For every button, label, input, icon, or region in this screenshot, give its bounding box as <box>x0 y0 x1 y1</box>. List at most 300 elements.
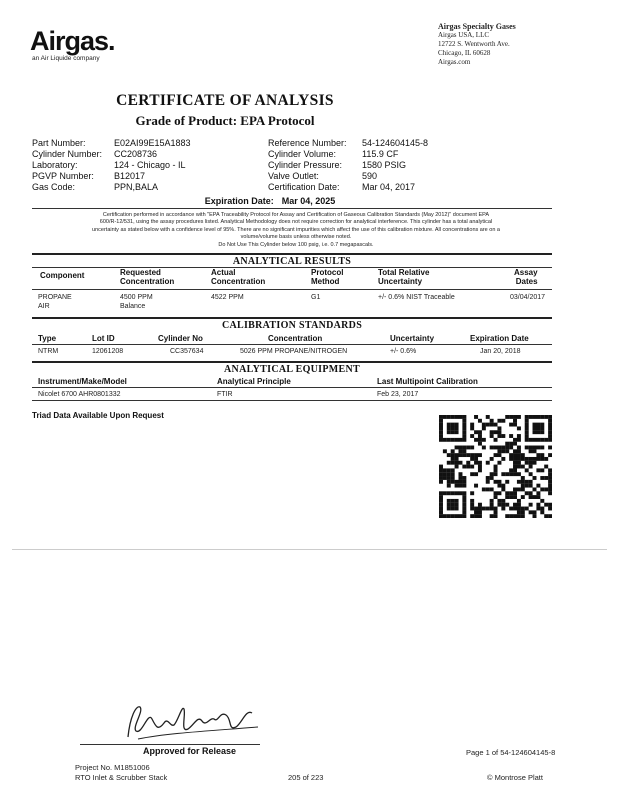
qr-module <box>455 446 459 450</box>
qr-module <box>540 457 544 461</box>
qr-module <box>509 507 513 511</box>
qr-module <box>462 415 466 419</box>
qr-module <box>451 430 455 434</box>
qr-module <box>501 507 505 511</box>
qr-module <box>517 438 521 442</box>
qr-module <box>497 426 501 430</box>
qr-module <box>525 484 529 488</box>
info-label: Cylinder Volume: <box>268 149 337 159</box>
qr-module <box>536 507 540 511</box>
qr-module <box>529 457 533 461</box>
qr-module <box>474 438 478 442</box>
qr-module <box>521 457 525 461</box>
qr-module <box>548 430 552 434</box>
qr-module <box>540 453 544 457</box>
qr-module <box>470 446 474 450</box>
qr-module <box>439 415 443 419</box>
qr-module <box>505 514 509 518</box>
qr-module <box>462 484 466 488</box>
col-expiration-date: Expiration Date <box>470 334 529 343</box>
qr-module <box>466 461 470 465</box>
info-value: 115.9 CF <box>362 149 399 159</box>
qr-module <box>497 499 501 503</box>
qr-module <box>525 507 529 511</box>
col-lot-id: Lot ID <box>92 334 115 343</box>
qr-module <box>458 484 462 488</box>
qr-module <box>462 476 466 480</box>
divider <box>12 549 607 550</box>
qr-module <box>517 472 521 476</box>
qr-module <box>501 484 505 488</box>
qr-module <box>497 449 501 453</box>
info-label: Certification Date: <box>268 182 340 192</box>
qr-module <box>451 472 455 476</box>
qr-module <box>540 430 544 434</box>
qr-module <box>439 480 443 484</box>
qr-module <box>505 446 509 450</box>
address-line: Airgas USA, LLC <box>438 31 490 39</box>
qr-module <box>462 426 466 430</box>
qr-module <box>517 507 521 511</box>
qr-module <box>462 495 466 499</box>
qr-module <box>540 487 544 491</box>
address-line: Chicago, IL 60628 <box>438 49 491 57</box>
qr-module <box>497 430 501 434</box>
qr-module <box>533 495 537 499</box>
qr-module <box>455 491 459 495</box>
col-instrument: Instrument/Make/Model <box>38 377 127 386</box>
table-cell: Balance <box>120 303 146 310</box>
qr-module <box>443 449 447 453</box>
qr-module <box>497 446 501 450</box>
qr-module <box>525 419 529 423</box>
qr-module <box>517 446 521 450</box>
qr-module <box>490 457 494 461</box>
qr-module <box>478 438 482 442</box>
info-label: Laboratory: <box>32 160 78 170</box>
col-principle: Analytical Principle <box>217 377 291 386</box>
qr-module <box>470 457 474 461</box>
qr-module <box>478 514 482 518</box>
qr-module <box>533 446 537 450</box>
qr-module <box>482 438 486 442</box>
analytical-equipment-heading: ANALYTICAL EQUIPMENT <box>224 364 360 375</box>
qr-module <box>447 415 451 419</box>
qr-module <box>548 507 552 511</box>
qr-module <box>548 472 552 476</box>
qr-module <box>529 449 533 453</box>
qr-module <box>478 442 482 446</box>
qr-module <box>533 476 537 480</box>
qr-module <box>540 426 544 430</box>
qr-module <box>533 423 537 427</box>
qr-module <box>470 472 474 476</box>
qr-module <box>497 453 501 457</box>
qr-module <box>455 430 459 434</box>
qr-module <box>501 434 505 438</box>
analytical-results-heading: ANALYTICAL RESULTS <box>232 256 352 267</box>
qr-module <box>439 423 443 427</box>
qr-module <box>466 465 470 469</box>
qr-module <box>548 476 552 480</box>
qr-module <box>513 491 517 495</box>
qr-module <box>536 491 540 495</box>
qr-module <box>474 453 478 457</box>
approved-for-release: Approved for Release <box>143 746 237 756</box>
qr-module <box>540 468 544 472</box>
qr-module <box>544 487 548 491</box>
qr-module <box>455 507 459 511</box>
qr-module <box>494 423 498 427</box>
qr-module <box>501 487 505 491</box>
qr-module <box>548 434 552 438</box>
qr-module <box>474 472 478 476</box>
qr-module <box>451 426 455 430</box>
qr-module <box>540 499 544 503</box>
qr-module <box>482 487 486 491</box>
qr-module <box>462 430 466 434</box>
info-value: 590 <box>362 171 378 181</box>
qr-module <box>513 514 517 518</box>
qr-module <box>540 476 544 480</box>
qr-module <box>529 480 533 484</box>
document-title: CERTIFICATE OF ANALYSIS <box>116 92 334 109</box>
qr-module <box>501 449 505 453</box>
table-cell: Feb 23, 2017 <box>377 391 419 398</box>
qr-module <box>455 480 459 484</box>
qr-module <box>536 484 540 488</box>
qr-module <box>548 468 552 472</box>
col-assay: Assay Dates <box>514 268 538 286</box>
qr-module <box>490 446 494 450</box>
qr-module <box>525 468 529 472</box>
qr-module <box>525 446 529 450</box>
qr-module <box>455 415 459 419</box>
airgas-logo: Airgas. <box>30 26 115 56</box>
col-cal-uncertainty: Uncertainty <box>390 334 435 343</box>
qr-module <box>470 434 474 438</box>
qr-module <box>451 476 455 480</box>
qr-module <box>451 461 455 465</box>
qr-module <box>533 449 537 453</box>
qr-module <box>451 415 455 419</box>
qr-module <box>439 419 443 423</box>
qr-module <box>470 426 474 430</box>
qr-module <box>517 457 521 461</box>
qr-module <box>533 415 537 419</box>
qr-module <box>462 507 466 511</box>
qr-module <box>447 468 451 472</box>
col-cylinder-no: Cylinder No <box>158 334 203 343</box>
qr-module <box>455 503 459 507</box>
qr-module <box>451 449 455 453</box>
qr-module <box>517 514 521 518</box>
qr-module <box>513 438 517 442</box>
qr-module <box>443 476 447 480</box>
qr-module <box>548 415 552 419</box>
qr-module <box>462 449 466 453</box>
qr-module <box>544 415 548 419</box>
qr-module <box>494 453 498 457</box>
qr-module <box>458 480 462 484</box>
qr-module <box>517 465 521 469</box>
info-value: PPN,BALA <box>114 182 159 192</box>
table-cell: Jan 20, 2018 <box>480 348 521 355</box>
note-line: volume/volume basis unless otherwise noted. <box>240 234 352 241</box>
qr-module <box>505 415 509 419</box>
qr-module <box>525 480 529 484</box>
qr-module <box>536 446 540 450</box>
pagination: 205 of 223 <box>288 773 324 782</box>
qr-module <box>470 514 474 518</box>
qr-module <box>474 457 478 461</box>
qr-module <box>455 457 459 461</box>
qr-module <box>521 453 525 457</box>
qr-module <box>529 465 533 469</box>
qr-module <box>455 423 459 427</box>
qr-module <box>513 495 517 499</box>
expiration-date <box>0 196 540 206</box>
qr-module <box>486 423 490 427</box>
info-value: 54-124604145-8 <box>362 138 429 148</box>
info-label: Gas Code: <box>32 182 76 192</box>
calibration-standards-heading: CALIBRATION STANDARDS <box>221 320 363 331</box>
info-value: Mar 04, 2017 <box>362 182 416 192</box>
table-cell: +/- 0.6% NIST Traceable <box>378 294 455 301</box>
qr-module <box>517 480 521 484</box>
qr-module <box>494 465 498 469</box>
qr-module <box>490 507 494 511</box>
qr-module <box>439 434 443 438</box>
qr-module <box>462 423 466 427</box>
qr-module <box>443 415 447 419</box>
qr-module <box>455 484 459 488</box>
col-component: Component <box>40 271 85 280</box>
info-label: Cylinder Pressure: <box>268 160 343 170</box>
divider <box>32 387 552 388</box>
qr-module <box>544 476 548 480</box>
qr-module <box>544 465 548 469</box>
qr-module <box>548 438 552 442</box>
expiration-label: Expiration Date: <box>204 196 274 206</box>
qr-module <box>497 434 501 438</box>
qr-module <box>478 419 482 423</box>
qr-module <box>439 495 443 499</box>
qr-module <box>529 495 533 499</box>
info-value: 1580 PSIG <box>362 160 407 170</box>
col-protocol: Protocol Method <box>311 268 344 286</box>
qr-module <box>548 514 552 518</box>
qr-module <box>451 438 455 442</box>
qr-module <box>470 491 474 495</box>
table-cell: 4522 PPM <box>211 294 244 301</box>
qr-module <box>462 503 466 507</box>
divider <box>32 344 552 345</box>
qr-module <box>505 472 509 476</box>
qr-module <box>447 438 451 442</box>
qr-module <box>525 491 529 495</box>
qr-module <box>478 430 482 434</box>
qr-module <box>509 434 513 438</box>
qr-module <box>494 495 498 499</box>
qr-module <box>501 457 505 461</box>
divider <box>32 289 552 290</box>
qr-module <box>529 491 533 495</box>
qr-module <box>439 438 443 442</box>
triad-note: Triad Data Available Upon Request <box>32 411 164 420</box>
qr-module <box>490 434 494 438</box>
qr-module <box>529 484 533 488</box>
info-label: Valve Outlet: <box>268 171 319 181</box>
qr-module <box>482 446 486 450</box>
qr-module <box>548 491 552 495</box>
qr-module <box>525 438 529 442</box>
table-cell: CC357634 <box>170 348 204 355</box>
qr-module <box>474 461 478 465</box>
qr-module <box>505 449 509 453</box>
qr-module <box>494 438 498 442</box>
qr-module <box>490 499 494 503</box>
qr-module <box>517 503 521 507</box>
qr-module <box>439 472 443 476</box>
table-row: NTRM <box>38 348 59 355</box>
col-concentration: Concentration <box>268 334 323 343</box>
qr-module <box>486 415 490 419</box>
qr-module <box>513 487 517 491</box>
qr-module <box>462 453 466 457</box>
qr-module <box>470 499 474 503</box>
logo-subtitle: an Air Liquide company <box>32 55 100 62</box>
qr-module <box>521 476 525 480</box>
qr-module <box>494 507 498 511</box>
qr-module <box>513 465 517 469</box>
qr-module <box>529 415 533 419</box>
qr-module <box>513 415 517 419</box>
qr-code-icon <box>439 415 552 518</box>
qr-module <box>462 465 466 469</box>
col-uncertainty: Total Relative Uncertainty <box>378 268 430 286</box>
qr-module <box>490 487 494 491</box>
qr-module <box>533 426 537 430</box>
qr-module <box>443 438 447 442</box>
table-cell: 4500 PPM <box>120 294 153 301</box>
signature-line <box>80 744 260 745</box>
divider <box>32 317 552 319</box>
qr-module <box>455 461 459 465</box>
qr-module <box>521 507 525 511</box>
qr-module <box>474 415 478 419</box>
qr-module <box>521 487 525 491</box>
qr-module <box>455 453 459 457</box>
info-values-right <box>362 138 428 193</box>
qr-module <box>447 426 451 430</box>
qr-module <box>443 514 447 518</box>
qr-module <box>494 480 498 484</box>
qr-module <box>494 514 498 518</box>
divider <box>32 267 552 268</box>
qr-module <box>451 507 455 511</box>
qr-module <box>505 503 509 507</box>
qr-module <box>536 415 540 419</box>
qr-module <box>548 487 552 491</box>
qr-module <box>478 461 482 465</box>
table-row: Nicolet 6700 AHR0801332 <box>38 391 121 398</box>
qr-module <box>540 446 544 450</box>
qr-module <box>482 423 486 427</box>
address-line: 12722 S. Wentworth Ave. <box>438 40 510 48</box>
info-value: 124 - Chicago - IL <box>114 160 186 170</box>
qr-module <box>501 472 505 476</box>
qr-module <box>470 423 474 427</box>
qr-module <box>474 507 478 511</box>
qr-module <box>497 480 501 484</box>
qr-module <box>462 499 466 503</box>
qr-module <box>497 419 501 423</box>
qr-module <box>447 461 451 465</box>
divider <box>32 253 552 255</box>
info-value: B12017 <box>114 171 146 181</box>
qr-module <box>494 510 498 514</box>
qr-module <box>517 453 521 457</box>
qr-module <box>517 499 521 503</box>
facility-name: RTO Inlet & Scrubber Stack <box>75 773 168 782</box>
qr-module <box>533 430 537 434</box>
info-label: PGVP Number: <box>32 171 94 181</box>
qr-module <box>529 461 533 465</box>
qr-module <box>548 423 552 427</box>
qr-module <box>447 430 451 434</box>
qr-module <box>505 442 509 446</box>
qr-module <box>536 423 540 427</box>
qr-module <box>455 426 459 430</box>
qr-module <box>486 461 490 465</box>
qr-module <box>474 510 478 514</box>
qr-module <box>458 472 462 476</box>
project-number: Project No. M1851006 <box>75 763 150 772</box>
qr-module <box>490 476 494 480</box>
qr-module <box>478 465 482 469</box>
qr-module <box>466 453 470 457</box>
qr-module <box>443 472 447 476</box>
qr-module <box>548 453 552 457</box>
qr-module <box>470 507 474 511</box>
qr-module <box>501 446 505 450</box>
qr-module <box>509 457 513 461</box>
qr-module <box>517 461 521 465</box>
qr-module <box>447 472 451 476</box>
qr-module <box>525 461 529 465</box>
qr-module <box>494 446 498 450</box>
table-cell: G1 <box>311 294 321 301</box>
qr-module <box>513 442 517 446</box>
qr-module <box>451 514 455 518</box>
qr-module <box>509 453 513 457</box>
brand-footer: © Montrose Platt <box>487 773 543 782</box>
qr-module <box>540 438 544 442</box>
qr-module <box>529 510 533 514</box>
qr-module <box>536 457 540 461</box>
qr-module <box>505 491 509 495</box>
address-line: Airgas.com <box>438 58 471 66</box>
qr-module <box>544 457 548 461</box>
qr-module <box>536 453 540 457</box>
qr-module <box>536 503 540 507</box>
qr-module <box>509 442 513 446</box>
table-row: AIR <box>38 303 50 310</box>
qr-module <box>458 453 462 457</box>
qr-module <box>517 426 521 430</box>
qr-module <box>439 510 443 514</box>
